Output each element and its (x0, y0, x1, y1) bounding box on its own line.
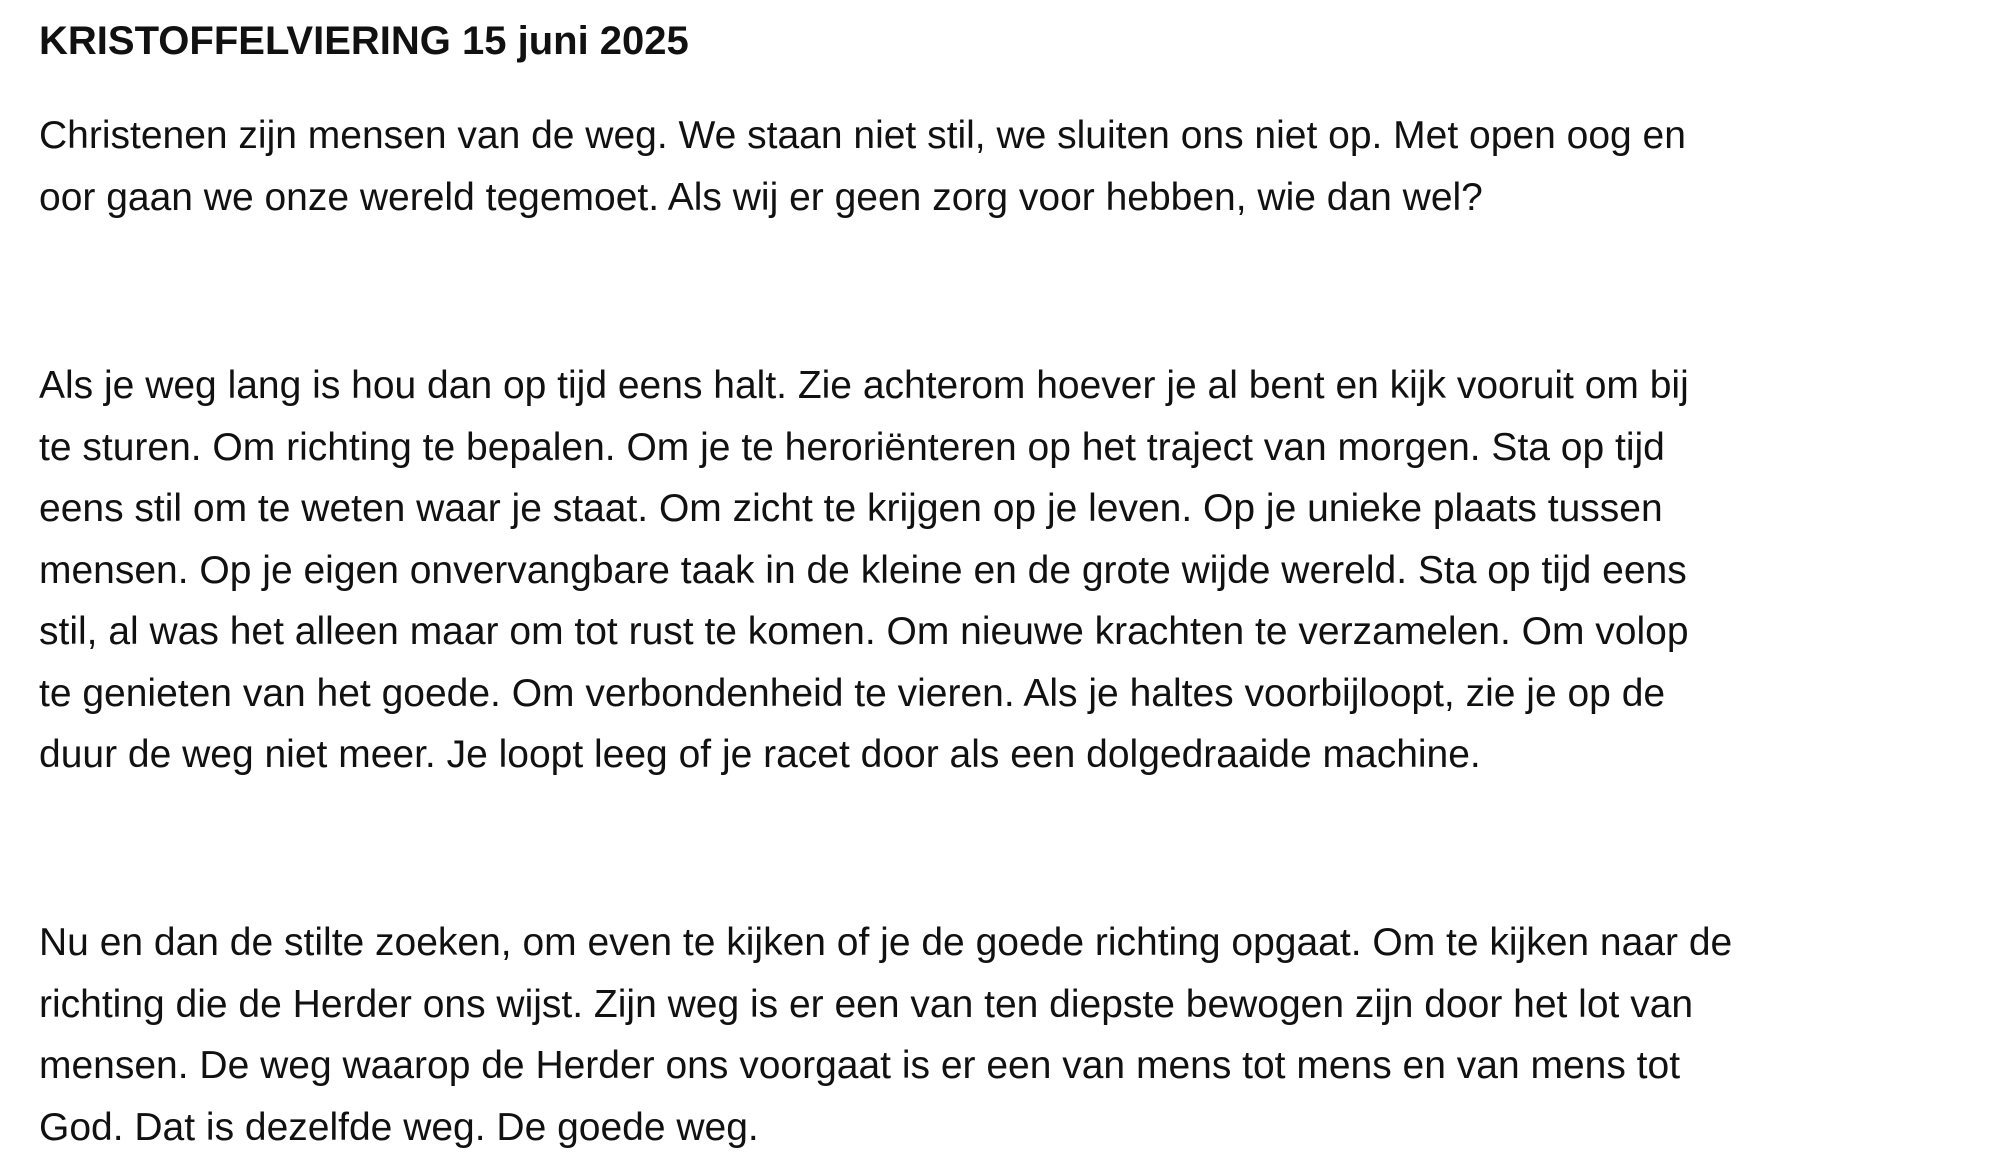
text-line: richting die de Herder ons wijst. Zijn weg is er een van ten diepste bewogen zijn door het lot van (39, 974, 1964, 1036)
text-line: Nu en dan de stilte zoeken, om even te kijken of je de goede richting opgaat. Om te kijken naar de (39, 912, 1964, 974)
text-line: stil, al was het alleen maar om tot rust te komen. Om nieuwe krachten te verzamelen. Om volop (39, 601, 1964, 663)
text-line: God. Dat is dezelfde weg. De goede weg. (39, 1097, 1964, 1158)
text-line: te genieten van het goede. Om verbondenheid te vieren. Als je haltes voorbijloopt, zie je op de (39, 663, 1964, 725)
document-title: KRISTOFFELVIERING 15 juni 2025 (39, 15, 689, 67)
paragraph-2 (39, 355, 1964, 786)
text-line: Christenen zijn mensen van de weg. We staan niet stil, we sluiten ons niet op. Met open oog en (39, 105, 1964, 167)
text-line: Als je weg lang is hou dan op tijd eens halt. Zie achterom hoever je al bent en kijk vooruit om bij (39, 355, 1964, 417)
paragraph-1 (39, 105, 1964, 228)
text-line: duur de weg niet meer. Je loopt leeg of je racet door als een dolgedraaide machine. (39, 724, 1964, 786)
text-line: mensen. Op je eigen onvervangbare taak in de kleine en de grote wijde wereld. Sta op tijd eens (39, 540, 1964, 602)
text-line: mensen. De weg waarop de Herder ons voorgaat is er een van mens tot mens en van mens tot (39, 1035, 1964, 1097)
text-line: oor gaan we onze wereld tegemoet. Als wij er geen zorg voor hebben, wie dan wel? (39, 167, 1964, 229)
text-line: te sturen. Om richting te bepalen. Om je te heroriënteren op het traject van morgen. Sta op tijd (39, 417, 1964, 479)
text-line: eens stil om te weten waar je staat. Om zicht te krijgen op je leven. Op je unieke plaats tussen (39, 478, 1964, 540)
paragraph-3 (39, 912, 1964, 1158)
